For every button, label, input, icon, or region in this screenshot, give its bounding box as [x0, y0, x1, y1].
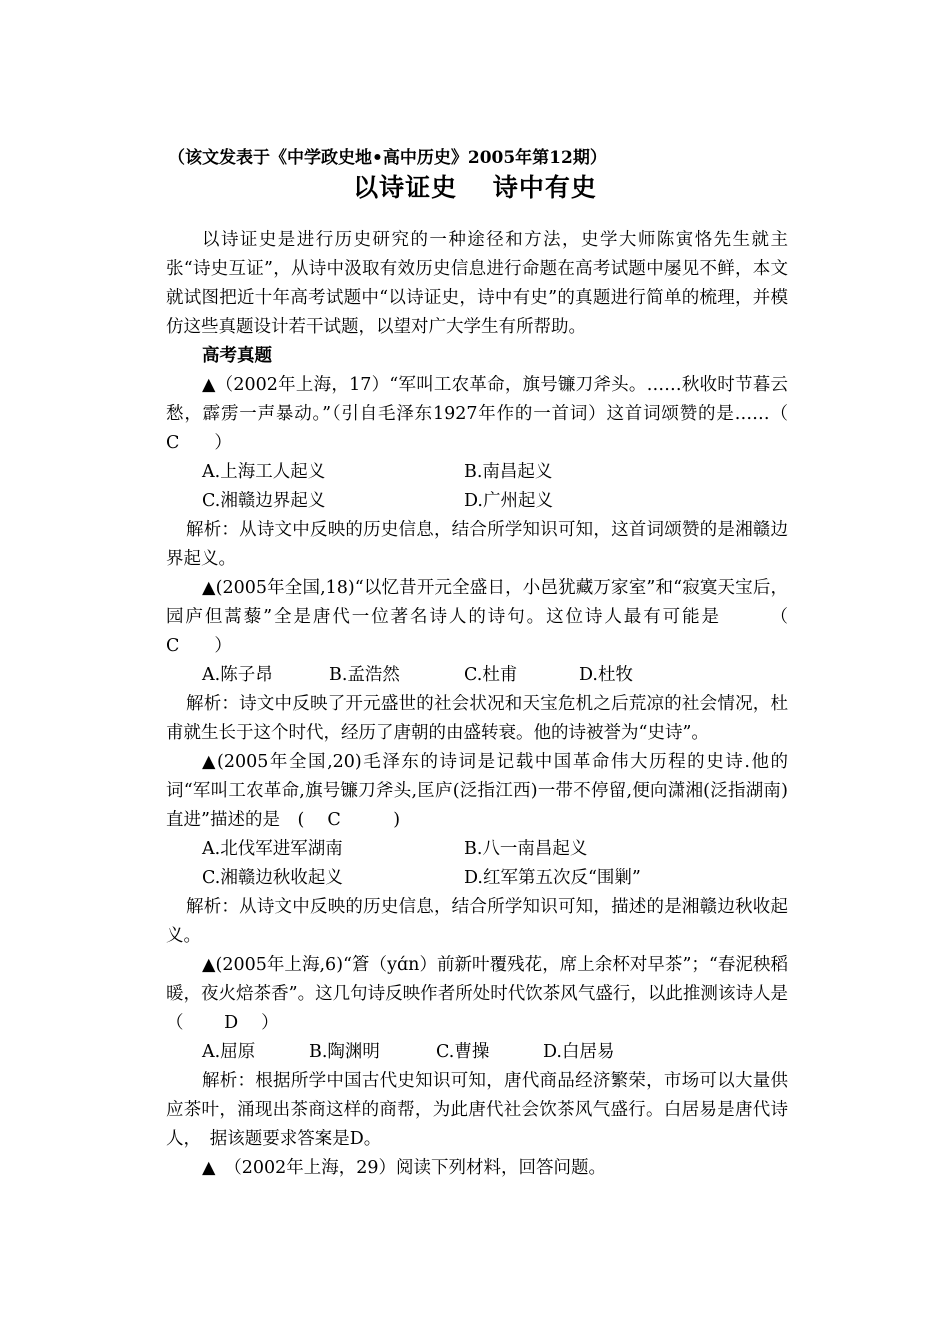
option-d: D.白居易 [543, 1042, 615, 1062]
option-a: A.屈原 [202, 1042, 256, 1062]
analysis-paragraph: 解析：从诗文中反映的历史信息，结合所学知识可知，这首词颂赞的是湘赣边界起义。 [166, 520, 788, 569]
option-a: A.北伐军进军湖南 [202, 839, 343, 859]
options-row [166, 458, 788, 487]
option-c: C.曹操 [436, 1042, 490, 1062]
analysis-paragraph: 解析：从诗文中反映的历史信息，结合所学知识可知，描述的是湘赣边秋收起义。 [166, 897, 788, 946]
option-c: C.杜甫 [464, 665, 518, 685]
question-stem: ▲(2005年全国,18)“以忆昔开元全盛日，小邑犹藏万家室”和“寂寞天宝后，园庐但蒿藜”全是唐代一位著名诗人的诗句。这位诗人最有可能是 （ C ） [166, 578, 823, 656]
option-b: B.陶渊明 [309, 1042, 380, 1062]
options-row [166, 487, 788, 516]
option-d: D.杜牧 [579, 665, 633, 685]
option-d: D.红军第五次反“围剿” [464, 868, 641, 888]
options-row [166, 864, 788, 893]
question-stem: ▲（2002年上海，17）“军叫工农革命，旗号镰刀斧头。……秋收时节暮云愁，霹雳一声暴动。”（引自毛泽东1927年作的一首词）这首词颂赞的是……（ C ） [166, 375, 823, 453]
option-c: C.湘赣边界起义 [202, 491, 326, 511]
intro-paragraph: 以诗证史是进行历史研究的一种途径和方法，史学大师陈寅恪先生就主张“诗史互证”，从诗中汲取有效历史信息进行命题在高考试题中屡见不鲜，本文就试图把近十年高考试题中“以诗证史，诗中有史”的真题进行简单的梳理，并模仿这些真题设计若干试题，以望对广大学生有所帮助。 [166, 230, 788, 337]
analysis-paragraph: 解析：根据所学中国古代史知识可知，唐代商品经济繁荣，市场可以大量供应茶叶，涌现出茶商这样的商帮，为此唐代社会饮茶风气盛行。白居易是唐代诗人， 据该题要求答案是D。 [166, 1071, 788, 1149]
options-row [166, 1038, 788, 1067]
option-b: B.南昌起义 [464, 462, 553, 482]
options-row [166, 661, 788, 690]
option-d: D.广州起义 [464, 491, 553, 511]
option-b: B.八一南昌起义 [464, 839, 588, 859]
article-title: 以诗证史 诗中有史 [353, 173, 597, 202]
question-stem: ▲(2005年上海,6)“篬（yɑ́n）前新叶覆残花，席上余杯对早茶”；“春泥秧稻暖，夜火焙茶香”。这几句诗反映作者所处时代饮茶风气盛行，以此推测该诗人是（ D ） [166, 955, 788, 1033]
question-stem: ▲ （2002年上海，29）阅读下列材料，回答问题。 [202, 1158, 607, 1178]
analysis-paragraph: 解析：诗文中反映了开元盛世的社会状况和天宝危机之后荒凉的社会情况，杜甫就生长于这个时代，经历了唐朝的由盛转衰。他的诗被誉为“史诗”。 [166, 694, 788, 743]
publication-note: （该文发表于《中学政史地•高中历史》2005年第12期） [168, 148, 607, 168]
section-heading: 高考真题 [202, 346, 272, 366]
option-c: C.湘赣边秋收起义 [202, 868, 343, 888]
options-row [166, 835, 788, 864]
article-body [166, 226, 823, 1183]
question-stem: ▲(2005年全国,20)毛泽东的诗词是记载中国革命伟大历程的史诗.他的词“军叫工农革命,旗号镰刀斧头,匡庐(泛指江西)一带不停留,便向潇湘(泛指湖南)直进”描述的是 ( C ) [166, 752, 788, 830]
option-b: B.孟浩然 [329, 665, 400, 685]
option-a: A.陈子昂 [202, 665, 273, 685]
option-a: A.上海工人起义 [202, 462, 326, 482]
